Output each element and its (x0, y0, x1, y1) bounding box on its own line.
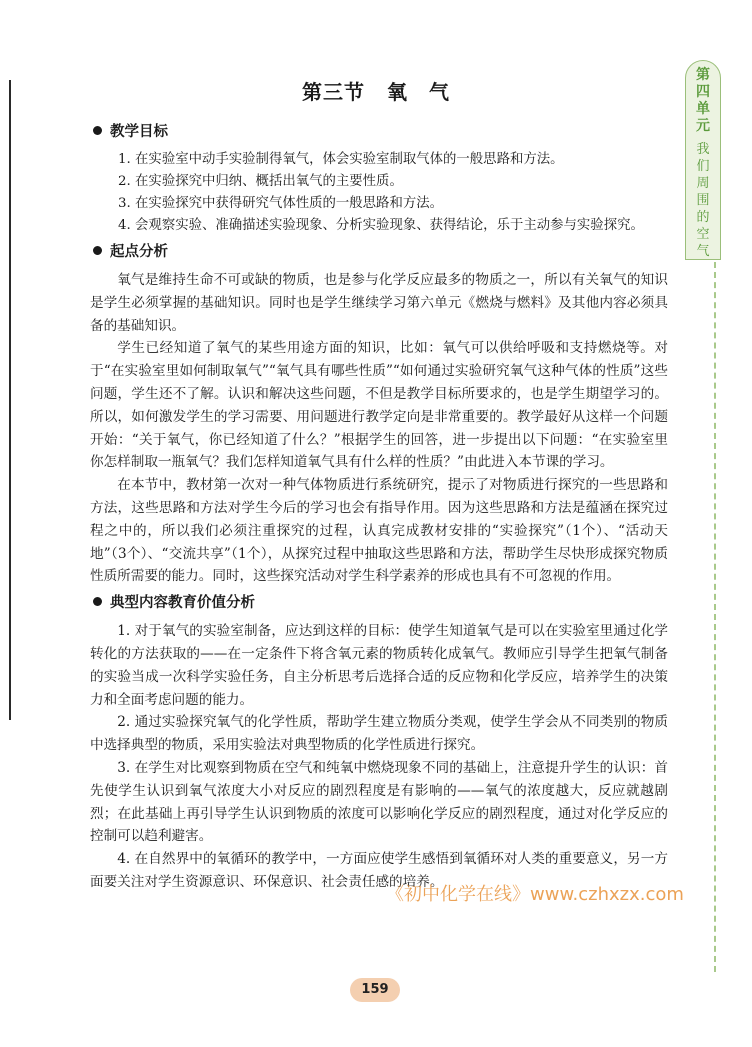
bullet-icon (93, 597, 102, 606)
start-paragraph: 氧气是维持生命不可或缺的物质，也是参与化学反应最多的物质之一，所以有关氧气的知识是学生必须掌握的基础知识。同时也是学生继续学习第六单元《燃烧与燃料》及其他内容必须具备的基础知识。 (90, 272, 668, 334)
page-title (0, 76, 752, 105)
value-paragraph: 2. 通过实验探究氧气的化学性质，帮助学生建立物质分类观，使学生学会从不同类别的物质中选择典型的物质，采用实验法对典型物质的化学性质进行探究。 (90, 714, 668, 754)
watermark-text: 《初中化学在线》www.czhxzx.com (386, 884, 684, 905)
section-number: 第三节 (302, 80, 365, 104)
sidebar-dashed-line (714, 262, 716, 972)
page-content (90, 121, 668, 894)
value-paragraph: 1. 对于氧气的实验室制备，应达到这样的目标：使学生知道氧气是可以在实验室里通过化学转化的方法获取的——在一定条件下将含氧元素的物质转化成氧气。教师应引导学生把氧气制备的实验当成一次科学实验任务，自主分析思考后选择合适的反应物和化学反应，培养学生的决策力和全面考虑问题的能力。 (90, 623, 668, 708)
unit-subtitle: 我 们 周 围 的 空 气 (696, 142, 710, 259)
value-analysis-heading: 典型内容教育价值分析 (90, 592, 668, 614)
start-paragraph: 学生已经知道了氧气的某些用途方面的知识，比如：氧气可以供给呼吸和支持燃烧等。对于“在实验室里如何制取氧气”“氧气具有哪些性质”“如何通过实验研究氧气这种气体的性质”这些问题，学生还不了解。认识和解决这些问题，不但是教学目标所要求的，也是学生期望学习的。所以，如何激发学生的学习需要、用问题进行教学定向是非常重要的。教学最好从这样一个问题开始：“关于氧气，你已经知道了什么？”根据学生的回答，进一步提出以下问题：“在实验室里你怎样制取一瓶氧气？我们怎样知道氧气具有什么样的性质？”由此进入本节课的学习。 (90, 340, 668, 471)
objective-item: 1. 在实验室中动手实验制得氧气，体会实验室制取气体的一般思路和方法。 (118, 152, 564, 167)
value-paragraph: 3. 在学生对比观察到物质在空气和纯氧中燃烧现象不同的基础上，注意提升学生的认识：首先使学生认识到氧气浓度大小对反应的剧烈程度是有影响的——氧气的浓度越大，反应就越剧烈；在此基础上再引导学生认识到物质的浓度可以影响化学反应的剧烈程度，通过对化学反应的控制可以趋利避害。 (90, 759, 668, 845)
start-paragraph: 在本节中，教材第一次对一种气体物质进行系统研究，提示了对物质进行探究的一些思路和方法，这些思路和方法对学生今后的学习也会有指导作用。因为这些思路和方法是蕴涵在探究过程之中的，所以我们必须注重探究的过程，认真完成教材安排的“实验探究”（1个）、“活动天地”（3个）、“交流共享”（1个），从探究过程中抽取这些思路和方法，帮助学生尽快形成探究物质性质所需要的能力。同时，这些探究活动对学生科学素养的形成也具有不可忽视的作用。 (90, 477, 668, 585)
page-number: 159 (350, 978, 400, 1002)
bullet-icon (93, 126, 102, 135)
unit-label: 第 四 单 元 (696, 67, 710, 134)
objective-item: 3. 在实验探究中获得研究气体性质的一般思路和方法。 (118, 196, 444, 211)
section-topic: 氧 气 (387, 80, 450, 104)
value-paragraph: 4. 在自然界中的氧循环的教学中，一方面应使学生感悟到氧循环对人类的重要意义，另一方面要关注对学生资源意识、环保意识、社会责任感的培养。 (90, 851, 668, 890)
left-margin-rule (9, 80, 11, 720)
bullet-icon (93, 246, 102, 255)
start-analysis-heading: 起点分析 (90, 241, 668, 263)
objective-item: 2. 在实验探究中归纳、概括出氧气的主要性质。 (118, 174, 403, 189)
objectives-heading: 教学目标 (90, 121, 668, 143)
unit-sidebar-tab (685, 60, 721, 260)
objective-item: 4. 会观察实验、准确描述实验现象、分析实验现象、获得结论，乐于主动参与实验探究。 (118, 218, 644, 233)
